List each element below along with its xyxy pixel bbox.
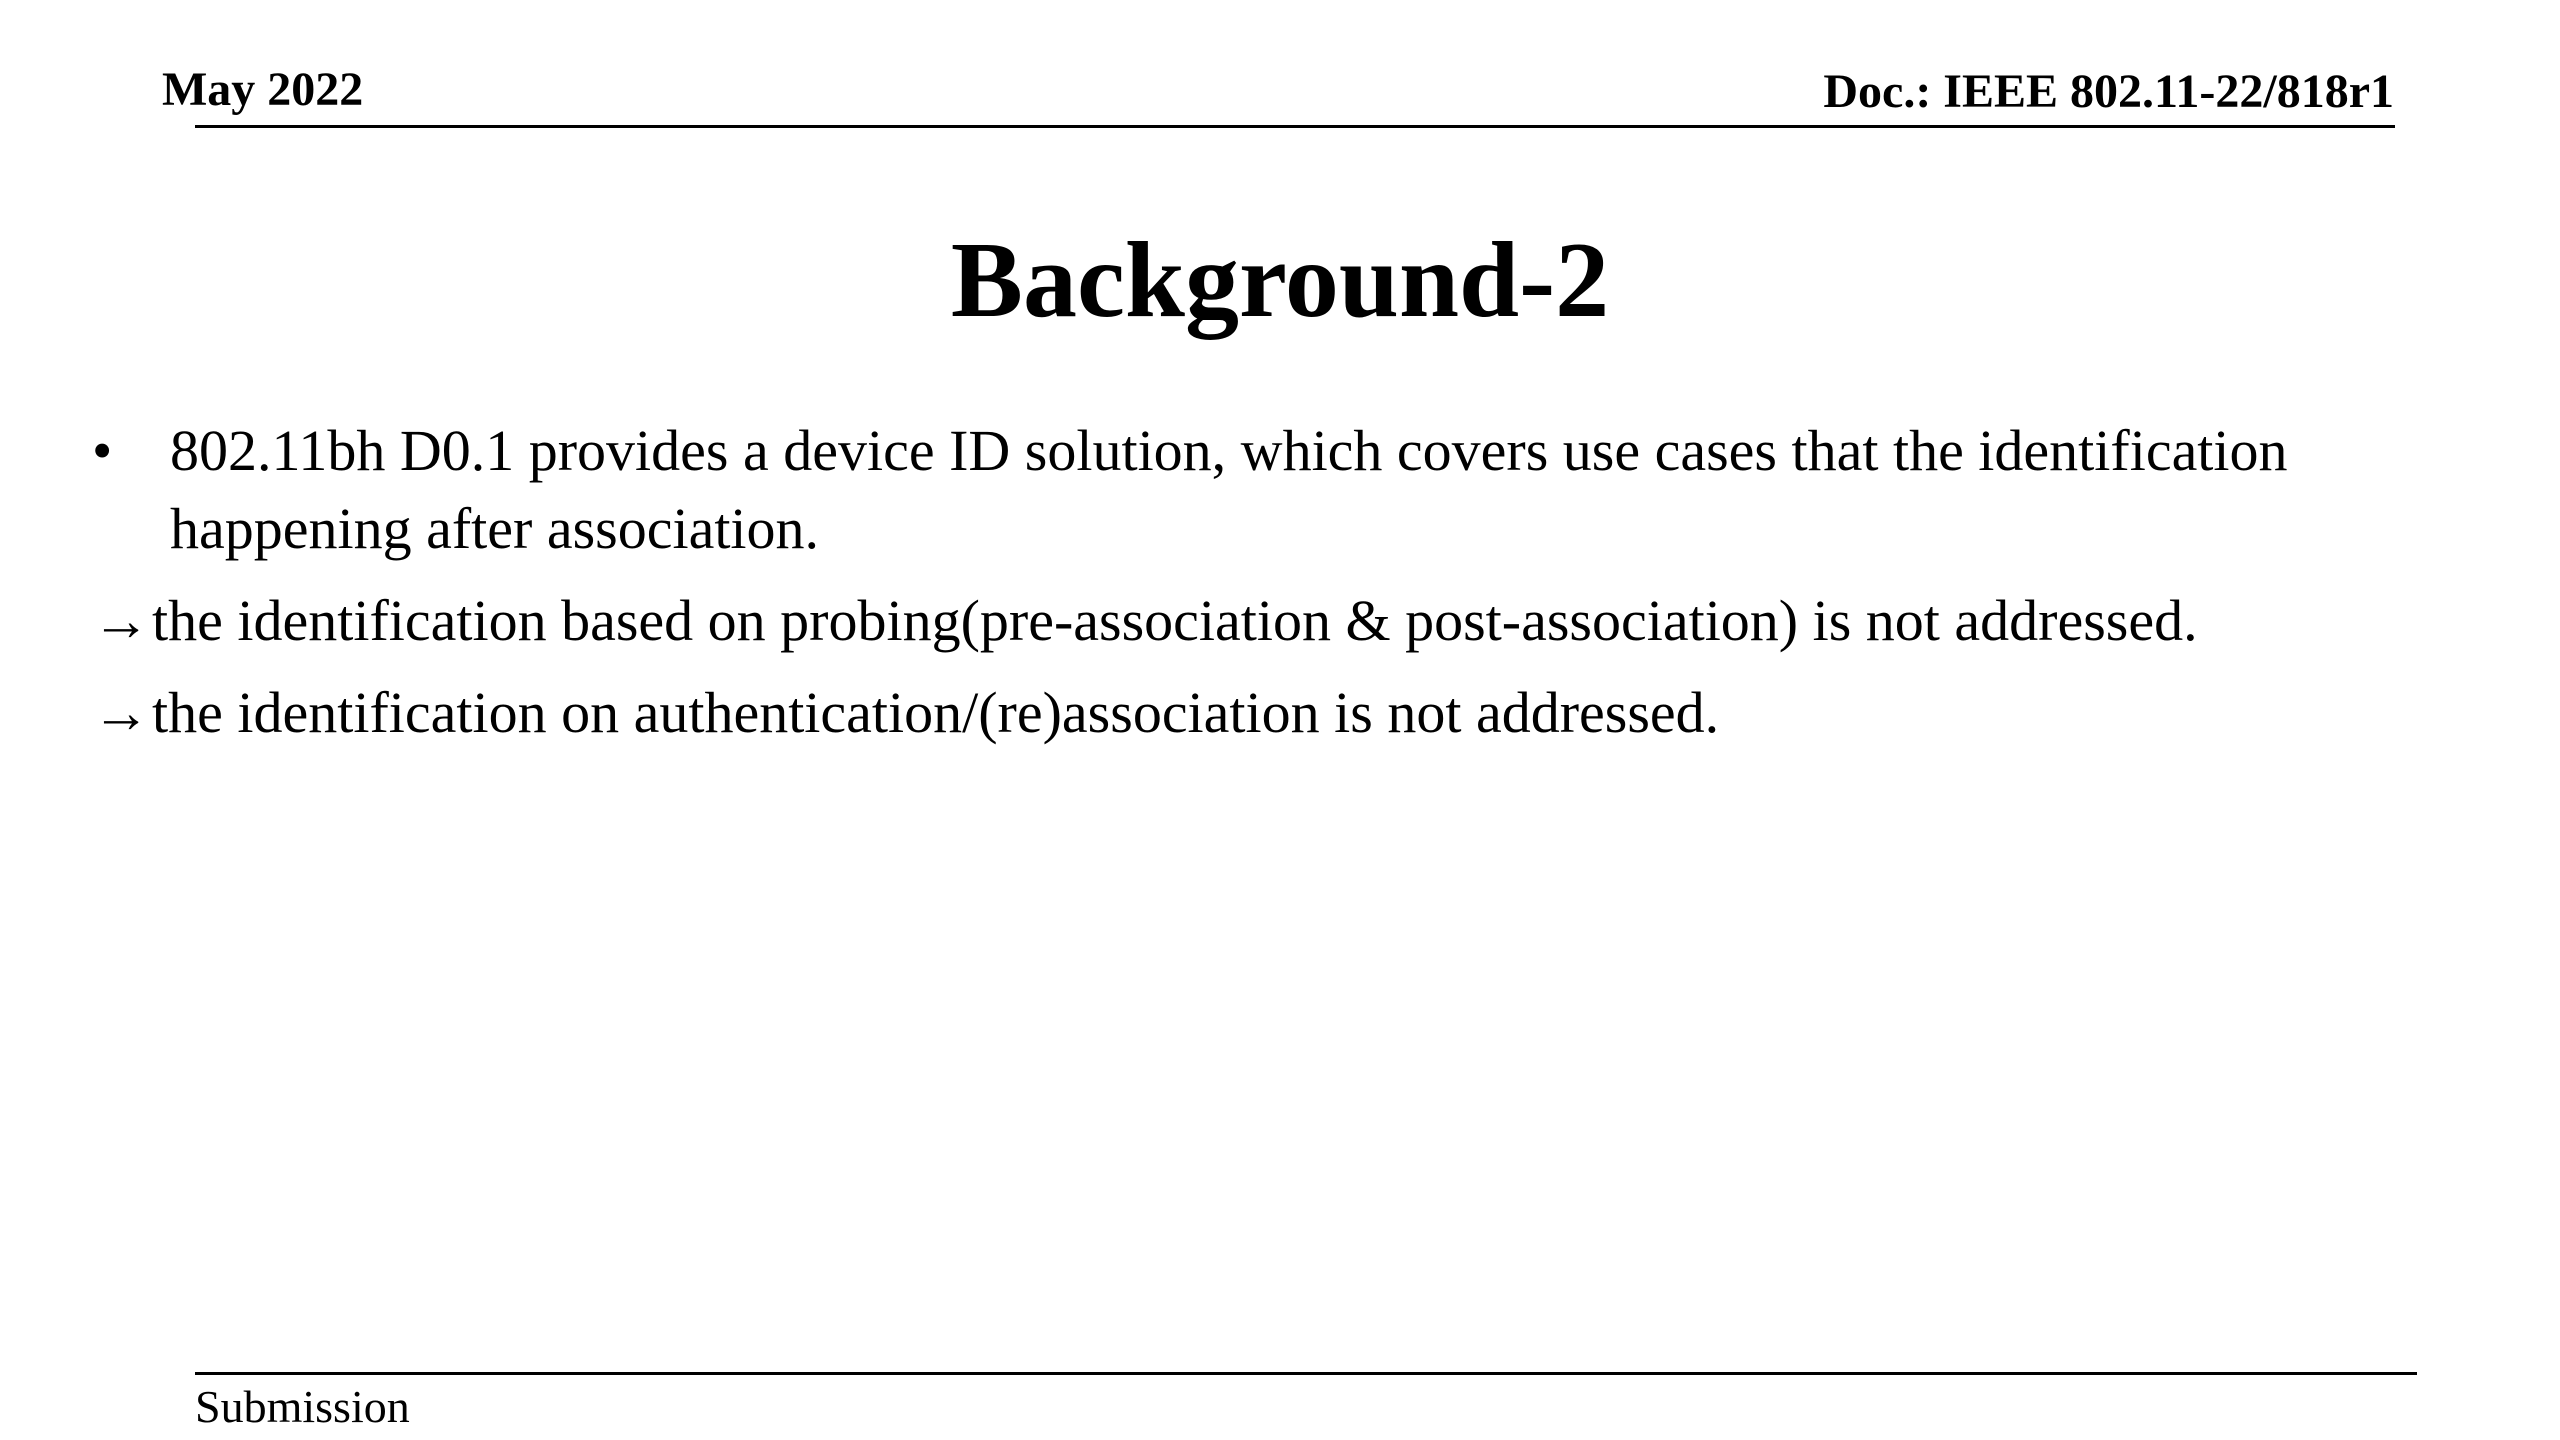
bullet-item bbox=[92, 412, 2512, 568]
footer-submission-label: Submission bbox=[195, 1381, 410, 1432]
slide-content bbox=[92, 412, 2512, 766]
arrow-text-authentication: the identification on authentication/(re)association is not addressed. bbox=[152, 680, 1720, 745]
arrow-text-probing: the identification based on probing(pre-association & post-association) is not addressed. bbox=[152, 588, 2198, 653]
header-divider bbox=[195, 125, 2395, 128]
bullet-dot-icon: • bbox=[92, 418, 113, 483]
slide-title: Background-2 bbox=[950, 221, 1610, 340]
arrow-item-probing bbox=[92, 582, 2512, 660]
footer-divider bbox=[195, 1372, 2417, 1375]
header-date: May 2022 bbox=[162, 63, 364, 116]
right-arrow-icon: → bbox=[92, 680, 150, 745]
right-arrow-icon: → bbox=[92, 588, 150, 653]
header-doc-id: Doc.: IEEE 802.11-22/818r1 bbox=[1823, 65, 2394, 118]
arrow-item-authentication bbox=[92, 674, 2512, 752]
bullet-text: 802.11bh D0.1 provides a device ID solution, which covers use cases that the identification happening after association. bbox=[170, 418, 2288, 561]
